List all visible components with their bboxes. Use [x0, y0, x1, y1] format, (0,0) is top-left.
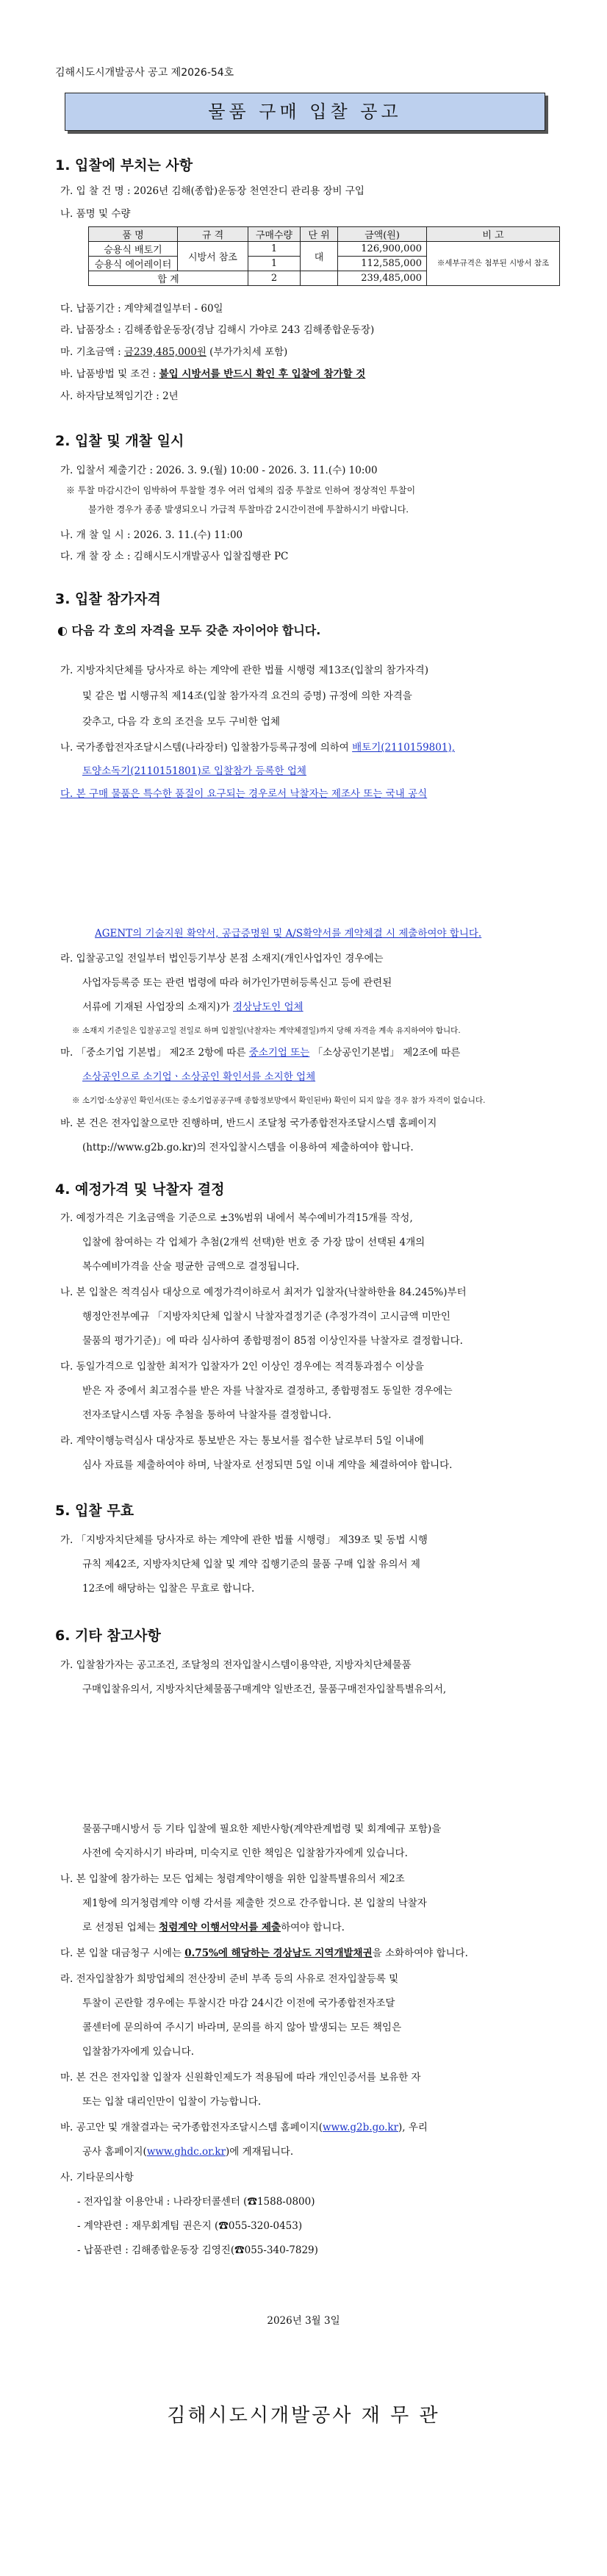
table-cell: 1 [248, 242, 301, 257]
text: 바. 납품방법 및 조건 : [60, 368, 159, 380]
qual-da-line: 다. 본 구매 물품은 특수한 품질이 요구되는 경우로서 낙찰자는 제조사 또는 국내 공식 [60, 788, 428, 800]
qual-note: ※ 소재지 기준일은 입찰공고일 전일로 하며 입찰일(낙찰자는 계약체결일)까지 당해 자격을 계속 유지하여야 합니다. [72, 1026, 461, 1035]
qualification-lead: ◐ 다음 각 호의 자격을 모두 갖춘 자이어야 합니다. [57, 623, 321, 637]
text: ), 우리 [398, 2122, 428, 2133]
table-header: 구매수량 [248, 227, 301, 242]
contact-line: - 계약관련 : 재무회계팀 권은지 (☎055-320-0453) [77, 2220, 303, 2232]
note-line [60, 1944, 468, 1959]
note-line: 또는 입찰 대리인만이 입찰이 가능합니다. [82, 2096, 262, 2108]
text: 을 소화하여야 합니다. [372, 1947, 468, 1959]
notice-number: 김해시도시개발공사 공고 제2026-54호 [55, 67, 234, 79]
table-header: 금액(원) [338, 227, 427, 242]
registration-code: 배토기(2110159801), [352, 742, 455, 754]
notice-date: 2026년 3월 3일 [267, 2315, 340, 2327]
price-line: 행정안전부예규 「지방자치단체 입찰시 낙찰자결정기준 (추정가격이 고시금액 미만인 [82, 1311, 450, 1323]
integrity-pledge: 청렴계약 이행서약서를 제출 [159, 1922, 281, 1933]
table-header-row [89, 227, 560, 242]
note-line: 사. 기타문의사항 [60, 2172, 134, 2183]
table-cell: 112,585,000 [338, 257, 427, 271]
base-amount: 금239,485,000원 [123, 346, 206, 358]
table-cell: 대 [301, 242, 338, 271]
table-cell: 승용식 에어레이터 [89, 257, 178, 271]
table-cell: 시방서 참조 [178, 242, 248, 271]
price-line: 물품의 평가기준)」에 따라 심사하여 종합평점이 85점 이상인자를 낙찰자로 결정합니다. [82, 1335, 463, 1347]
section-1-item-da: 다. 납품기간 : 계약체결일부터 - 60일 [60, 303, 223, 315]
note-line [82, 1919, 345, 1933]
note-line: 물품구매시방서 등 기타 입찰에 필요한 제반사항(계약관계법령 및 회계예규 포함)을 [82, 1823, 442, 1835]
table-cell: ※세부규격은 첨부된 시방서 참조 [427, 242, 560, 286]
qual-ga-line: 및 같은 법 시행규칙 제14조(입찰 참가자격 요건의 증명) 규정에 의한 자격을 [82, 690, 412, 702]
sme-requirement: 소상공인으로 소기업ㆍ소상공인 확인서를 소지한 업체 [82, 1071, 316, 1083]
text: 로 선정된 업체는 [82, 1922, 159, 1933]
qual-ra-line [82, 998, 304, 1013]
section-5-heading: 5. 입찰 무효 [55, 1503, 134, 1519]
qual-ga-line: 가. 지방자치단체를 당사자로 하는 계약에 관한 법률 시행령 제13조(입찰의 참가자격) [60, 665, 428, 676]
table-cell: 1 [248, 257, 301, 271]
price-line: 입찰에 참여하는 각 업체가 추첨(2개씩 선택)한 번호 중 가장 많이 선택된 4개의 [82, 1237, 425, 1248]
note-line: 나. 본 입찰에 참가하는 모든 업체는 청렴계약이행을 위한 입찰특별유의서 제2조 [60, 1873, 405, 1885]
qual-ma-line [82, 1068, 315, 1083]
price-line: 전자조달시스템 자동 추첨을 통하여 낙찰자를 결정합니다. [82, 1409, 331, 1421]
note-line: 투찰이 곤란할 경우에는 투찰시간 마감 24시간 이전에 국가종합전자조달 [82, 1997, 395, 2009]
bond-requirement: 0.75%에 해당하는 경상남도 지역개발채권 [184, 1947, 373, 1959]
opening-place: 다. 개 찰 장 소 : 김해시도시개발공사 입찰집행관 PC [60, 551, 289, 562]
note-line: 제1항에 의거청렴계약 이행 각서를 제출한 것으로 간주합니다. 본 입찰의 낙찰자 [82, 1897, 427, 1909]
text: 서류에 기재된 사업장의 소재지)가 [82, 1001, 234, 1013]
text: 다. 본 입찰 대금청구 시에는 [60, 1947, 185, 1959]
section-2-heading: 2. 입찰 및 개찰 일시 [55, 433, 184, 449]
qual-ba-line: 바. 본 건은 전자입찰으로만 진행하며, 반드시 조달청 국가종합전자조달시스템 홈페이지 [60, 1117, 437, 1129]
section-1-item-na: 나. 품명 및 수량 [60, 208, 131, 220]
price-line: 나. 본 입찰은 적격심사 대상으로 예정가격이하로서 최저가 입찰자(낙찰하한율 84.245%)부터 [60, 1287, 467, 1298]
note-line: 라. 전자입찰참가 희망업체의 전산장비 준비 부족 등의 사유로 전자입찰등록 및 [60, 1973, 399, 1985]
section-1-item-ra: 라. 납품장소 : 김해종합운동장(경남 김해시 가야로 243 김해종합운동장) [60, 324, 375, 336]
price-line: 가. 예정가격은 기초금액을 기준으로 ±3%범위 내에서 복수예비가격15개를 작성, [60, 1212, 413, 1224]
qual-ma-line [60, 1044, 460, 1059]
table-header: 규 격 [178, 227, 248, 242]
contact-line: - 전자입찰 이용안내 : 나라장터콜센터 (☎1588-0800) [77, 2196, 315, 2208]
table-header: 품 명 [89, 227, 178, 242]
registration-code: 토양소독기(2110151801)로 입찰참가 등록한 업체 [82, 765, 306, 777]
qual-ba-line: (http://www.g2b.go.kr)의 전자입찰시스템을 이용하여 제출하여야 합니다. [82, 1142, 414, 1153]
signature: 김해시도시개발공사 재 무 관 [167, 2405, 440, 2427]
note-line: 사전에 숙지하시기 바라며, 미숙지로 인한 책임은 입찰참가자에게 있습니다. [82, 1847, 408, 1859]
text: (부가가치세 포함) [206, 346, 288, 358]
text: 하여야 합니다. [281, 1922, 345, 1933]
table-header: 단 위 [301, 227, 338, 242]
region-requirement: 경상남도인 업체 [233, 1001, 304, 1013]
text: 나. 국가종합전자조달시스템(나라장터) 입찰참가등록규정에 의하여 [60, 742, 353, 754]
table-cell: 2 [248, 271, 301, 286]
note-line [60, 2119, 428, 2133]
section-6-heading: 6. 기타 참고사항 [55, 1628, 161, 1644]
table-cell: 126,900,000 [338, 242, 427, 257]
ghdc-link[interactable]: www.ghdc.or.kr [146, 2146, 226, 2158]
invalid-line: 규칙 제42조, 지방자치단체 입찰 및 계약 집행기준의 물품 구매 입찰 유의서 제 [82, 1559, 420, 1570]
table-cell: 승용식 배토기 [89, 242, 178, 257]
table-cell: 합 계 [89, 271, 248, 286]
qual-ga-line: 갖추고, 다음 각 호의 조건을 모두 구비한 업체 [82, 716, 281, 728]
price-line: 다. 동일가격으로 입찰한 최저가 입찰자가 2인 이상인 경우에는 적격통과점수 이상을 [60, 1361, 424, 1373]
note-line: 가. 입찰참가자는 공고조건, 조달청의 전자입찰시스템이용약관, 지방자치단체물품 [60, 1659, 412, 1671]
bid-note: ※ 투찰 마감시간이 임박하여 투찰할 경우 여러 업체의 집중 투찰로 인하여 정상적인 투찰이 [66, 485, 416, 495]
section-4-heading: 4. 예정가격 및 낙찰자 결정 [55, 1181, 225, 1198]
table-header: 비 고 [427, 227, 560, 242]
price-line: 받은 자 중에서 최고점수를 받은 자를 낙찰자로 결정하고, 종합평점도 동일한 경우에는 [82, 1385, 453, 1397]
text: 공사 홈페이지( [82, 2146, 147, 2158]
section-1-item-sa: 사. 하자담보책임기간 : 2년 [60, 390, 179, 402]
price-line: 복수예비가격을 산술 평균한 금액으로 결정됩니다. [82, 1261, 300, 1273]
opening-datetime: 나. 개 찰 일 시 : 2026. 3. 11.(수) 11:00 [60, 529, 243, 541]
invalid-line: 12조에 해당하는 입찰은 무효로 합니다. [82, 1583, 255, 1595]
section-1-item-ga: 가. 입 찰 건 명 : 2026년 김해(종합)운동장 천연잔디 관리용 장비 구입 [60, 185, 364, 197]
bid-note: 불가한 경우가 종종 발생되오니 가급적 투찰마감 2시간이전에 투찰하시기 바랍니다. [88, 504, 409, 515]
g2b-link[interactable]: www.g2b.go.kr [323, 2122, 399, 2133]
delivery-condition: 불입 시방서를 반드시 확인 후 입찰에 참가할 것 [159, 368, 366, 380]
qual-na-line [82, 762, 306, 777]
qual-ra-line: 라. 입찰공고일 전일부터 법인등기부상 본점 소재지(개인사업자인 경우에는 [60, 953, 384, 965]
note-line: 콜센터에 문의하여 주시기 바라며, 문의를 하지 않아 발생되는 모든 책임은 [82, 2022, 402, 2033]
text: )에 게재됩니다. [226, 2146, 294, 2158]
qual-na-line [60, 739, 455, 754]
qual-da-line: AGENT의 기술지원 확약서, 공급증명원 및 A/S확약서를 계약체결 시 제출하여야 합니다. [95, 928, 482, 940]
text: 마. 「중소기업 기본법」 제2조 2항에 따른 [60, 1047, 249, 1059]
text: 「소상공인기본법」 제2조에 따른 [309, 1047, 461, 1059]
table-cell: 239,485,000 [338, 271, 427, 286]
sme-requirement: 중소기업 또는 [248, 1047, 310, 1059]
section-1-item-ba [60, 365, 365, 380]
table-cell [301, 271, 338, 286]
note-line [82, 2143, 293, 2158]
price-line: 라. 계약이행능력심사 대상자로 통보받은 자는 통보서를 접수한 날로부터 5일 이내에 [60, 1435, 424, 1447]
note-line: 마. 본 건은 전자입찰 입찰자 신원확인제도가 적용됨에 따라 개인인증서를 보유한 자 [60, 2072, 421, 2083]
contact-line: - 납품관련 : 김해종합운동장 김영진(☎055-340-7829) [77, 2244, 318, 2256]
qual-note: ※ 소기업·소상공인 확인서(또는 중소기업공공구매 종합정보망에서 확인된바) 확인이 되지 않을 경우 참가 자격이 없습니다. [72, 1096, 486, 1105]
invalid-line: 가. 「지방자치단체를 당사자로 하는 계약에 관한 법률 시행령」 제39조 및 동법 시행 [60, 1534, 428, 1546]
text: 마. 기초금액 : [60, 346, 124, 358]
text: 바. 공고안 및 개찰결과는 국가종합전자조달시스템 홈페이지( [60, 2122, 323, 2133]
bid-submit-period: 가. 입찰서 제출기간 : 2026. 3. 9.(월) 10:00 - 2026. 3. 11.(수) 10:00 [60, 465, 378, 476]
note-line: 구매입찰유의서, 지방자치단체물품구매계약 일반조건, 물품구매전자입찰특별유의서, [82, 1684, 447, 1695]
page-title: 물품 구매 입찰 공고 [65, 93, 545, 131]
section-3-heading: 3. 입찰 참가자격 [55, 591, 161, 607]
qual-ra-line: 사업자등록증 또는 관련 법령에 따라 허가인가면허등록신고 등에 관련된 [82, 977, 392, 989]
table-row [89, 242, 560, 257]
note-line: 입찰참가자에게 있습니다. [82, 2046, 195, 2058]
item-table [88, 226, 560, 286]
price-line: 심사 자료를 제출하여야 하며, 낙찰자로 선정되면 5일 이내 계약을 체결하여야 합니다. [82, 1459, 453, 1471]
section-1-heading: 1. 입찰에 부치는 사항 [55, 157, 193, 173]
section-1-item-ma [60, 343, 287, 358]
